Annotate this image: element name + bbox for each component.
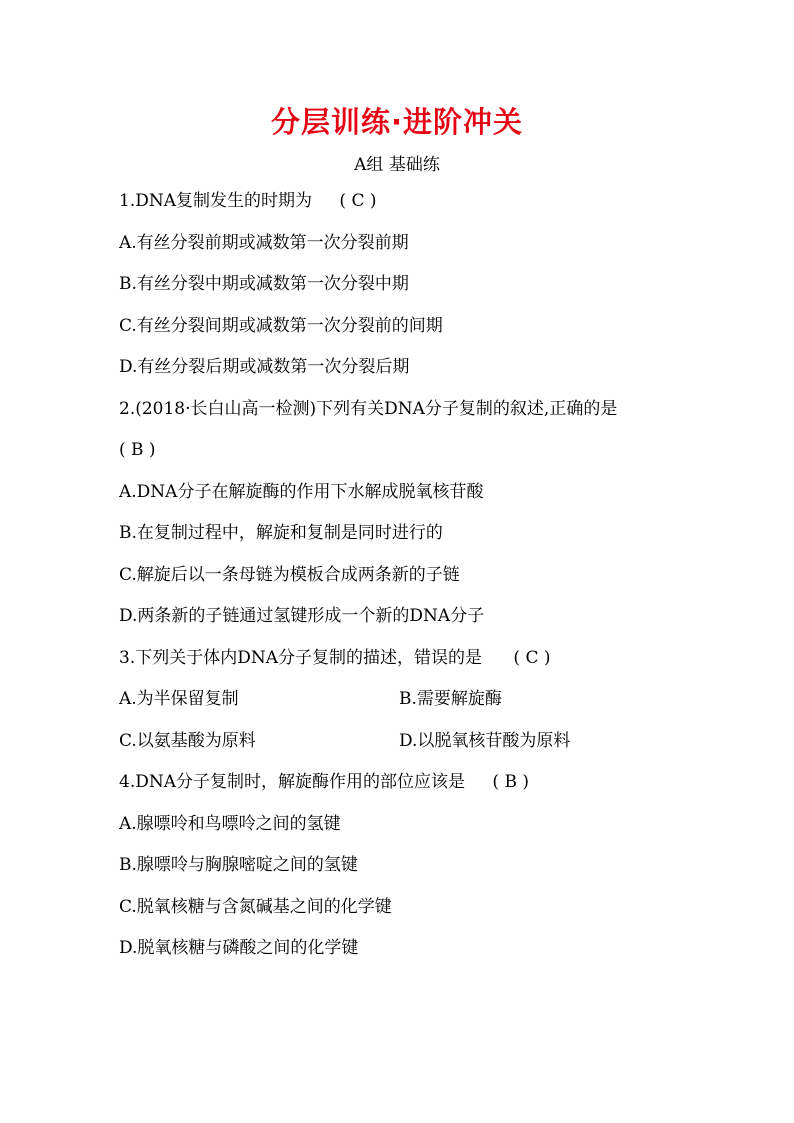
question-2-stem: 2.(2018·长白山高一检测)下列有关DNA分子复制的叙述,正确的是 <box>119 399 618 419</box>
question-3-option-a: A.为半保留复制 <box>119 689 239 709</box>
question-1-stem <box>119 191 377 211</box>
question-4-option-b: B.腺嘌呤与胸腺嘧啶之间的氢键 <box>119 855 358 875</box>
answer-bracket: ( C ) <box>513 648 551 668</box>
question-1-option-d: D.有丝分裂后期或减数第一次分裂后期 <box>119 357 410 377</box>
question-2-option-a: A.DNA分子在解旋酶的作用下水解成脱氧核苷酸 <box>119 482 484 502</box>
question-3-options-row-2 <box>119 731 679 751</box>
answer-bracket: ( C ) <box>339 191 377 211</box>
question-2-option-b: B.在复制过程中，解旋和复制是同时进行的 <box>119 523 443 543</box>
page-title: 分层训练·进阶冲关 <box>270 105 524 139</box>
question-2-option-c: C.解旋后以一条母链为模板合成两条新的子链 <box>119 565 460 585</box>
question-4-option-a: A.腺嘌呤和鸟嘌呤之间的氢键 <box>119 814 341 834</box>
answer-bracket: ( B ) <box>492 772 529 792</box>
question-2-option-d: D.两条新的子链通过氢键形成一个新的DNA分子 <box>119 606 485 626</box>
question-4-option-d: D.脱氧核糖与磷酸之间的化学键 <box>119 938 359 958</box>
question-4-stem <box>119 772 529 792</box>
question-3-option-d: D.以脱氧核苷酸为原料 <box>399 731 571 751</box>
question-3-options-row-1 <box>119 689 679 709</box>
question-stem-text: 3.下列关于体内DNA分子复制的描述，错误的是 <box>119 648 483 668</box>
question-1-option-c: C.有丝分裂间期或减数第一次分裂前的间期 <box>119 316 443 336</box>
question-stem-text: 1.DNA复制发生的时期为 <box>119 191 313 211</box>
question-3-stem <box>119 648 551 668</box>
question-4-option-c: C.脱氧核糖与含氮碱基之间的化学键 <box>119 897 392 917</box>
question-1-option-a: A.有丝分裂前期或减数第一次分裂前期 <box>119 233 409 253</box>
question-stem-text: 4.DNA分子复制时，解旋酶作用的部位应该是 <box>119 772 466 792</box>
question-3-option-b: B.需要解旋酶 <box>399 689 502 709</box>
question-3-option-c: C.以氨基酸为原料 <box>119 731 256 751</box>
answer-bracket: ( B ) <box>119 440 156 460</box>
question-1-option-b: B.有丝分裂中期或减数第一次分裂中期 <box>119 274 409 294</box>
section-subtitle: A组 基础练 <box>354 155 440 175</box>
